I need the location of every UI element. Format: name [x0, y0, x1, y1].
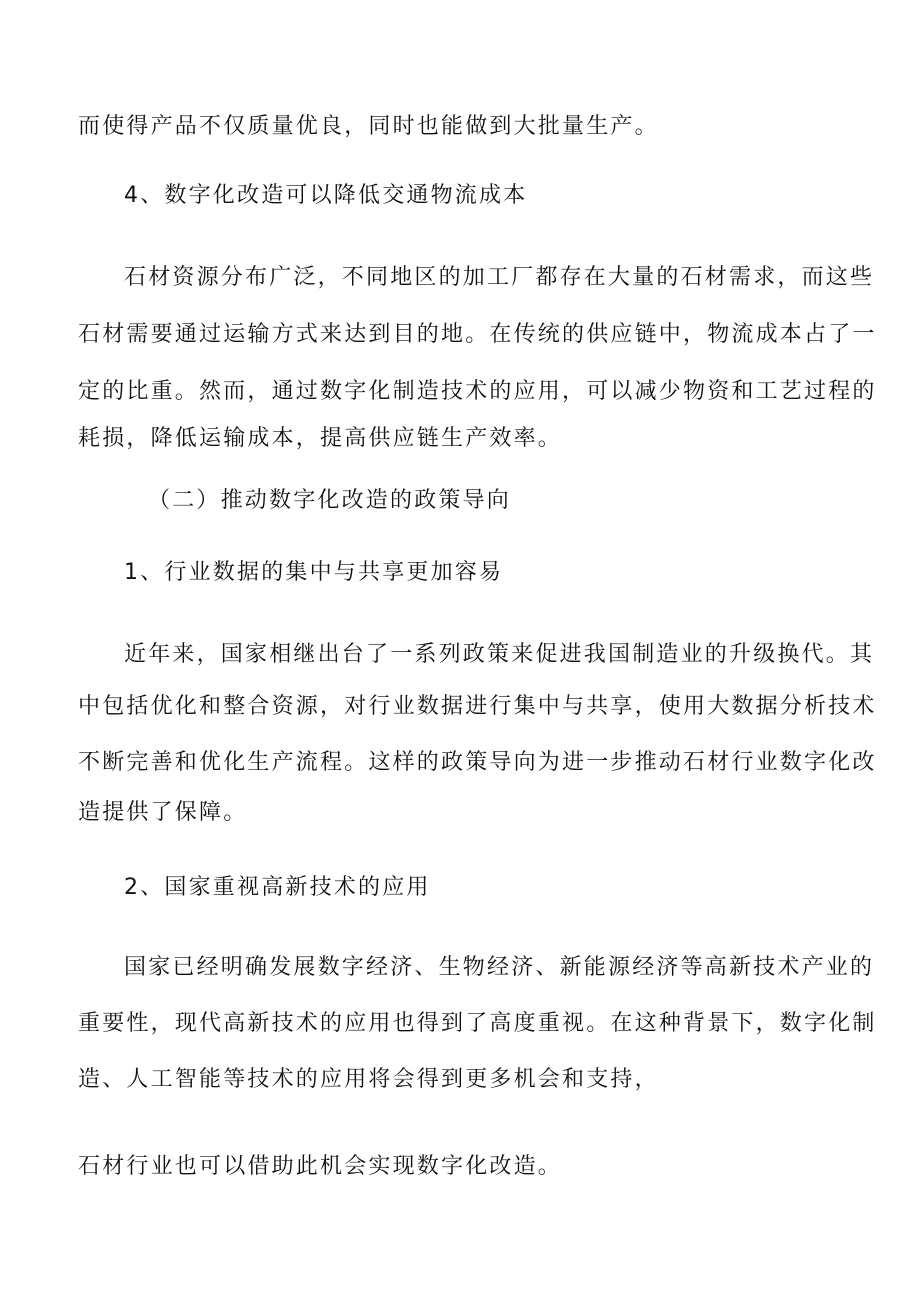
paragraph-line: 造提供了保障。	[78, 800, 248, 825]
paragraph-line: 造、人工智能等技术的应用将会得到更多机会和支持，	[78, 1067, 659, 1092]
paragraph-line: 石材需要通过运输方式来达到目的地。在传统的供应链中，物流成本占了一	[78, 322, 877, 347]
paragraph-line: 不断完善和优化生产流程。这样的政策导向为进一步推动石材行业数字化改	[78, 750, 877, 775]
section-heading: 4、数字化改造可以降低交通物流成本	[124, 183, 528, 208]
paragraph-line: 重要性，现代高新技术的应用也得到了高度重视。在这种背景下，数字化制	[78, 1011, 877, 1036]
section-heading: 2、国家重视高新技术的应用	[124, 875, 431, 900]
paragraph-line: 定的比重。然而，通过数字化制造技术的应用，可以减少物资和工艺过程的	[78, 379, 877, 404]
paragraph-line: 近年来，国家相继出台了一系列政策来促进我国制造业的升级换代。其	[124, 642, 875, 667]
section-heading: 1、行业数据的集中与共享更加容易	[124, 560, 504, 585]
paragraph-line: 石材资源分布广泛，不同地区的加工厂都存在大量的石材需求，而这些	[124, 265, 875, 290]
paragraph-line: 中包括优化和整合资源，对行业数据进行集中与共享，使用大数据分析技术	[78, 694, 877, 719]
paragraph-line: 石材行业也可以借助此机会实现数字化改造。	[78, 1154, 563, 1179]
subsection-heading: （二）推动数字化改造的政策导向	[148, 488, 512, 513]
paragraph-line: 国家已经明确发展数字经济、生物经济、新能源经济等高新技术产业的	[124, 955, 875, 980]
paragraph-line: 耗损，降低运输成本，提高供应链生产效率。	[78, 426, 563, 451]
paragraph-line: 而使得产品不仅质量优良，同时也能做到大批量生产。	[78, 114, 659, 139]
